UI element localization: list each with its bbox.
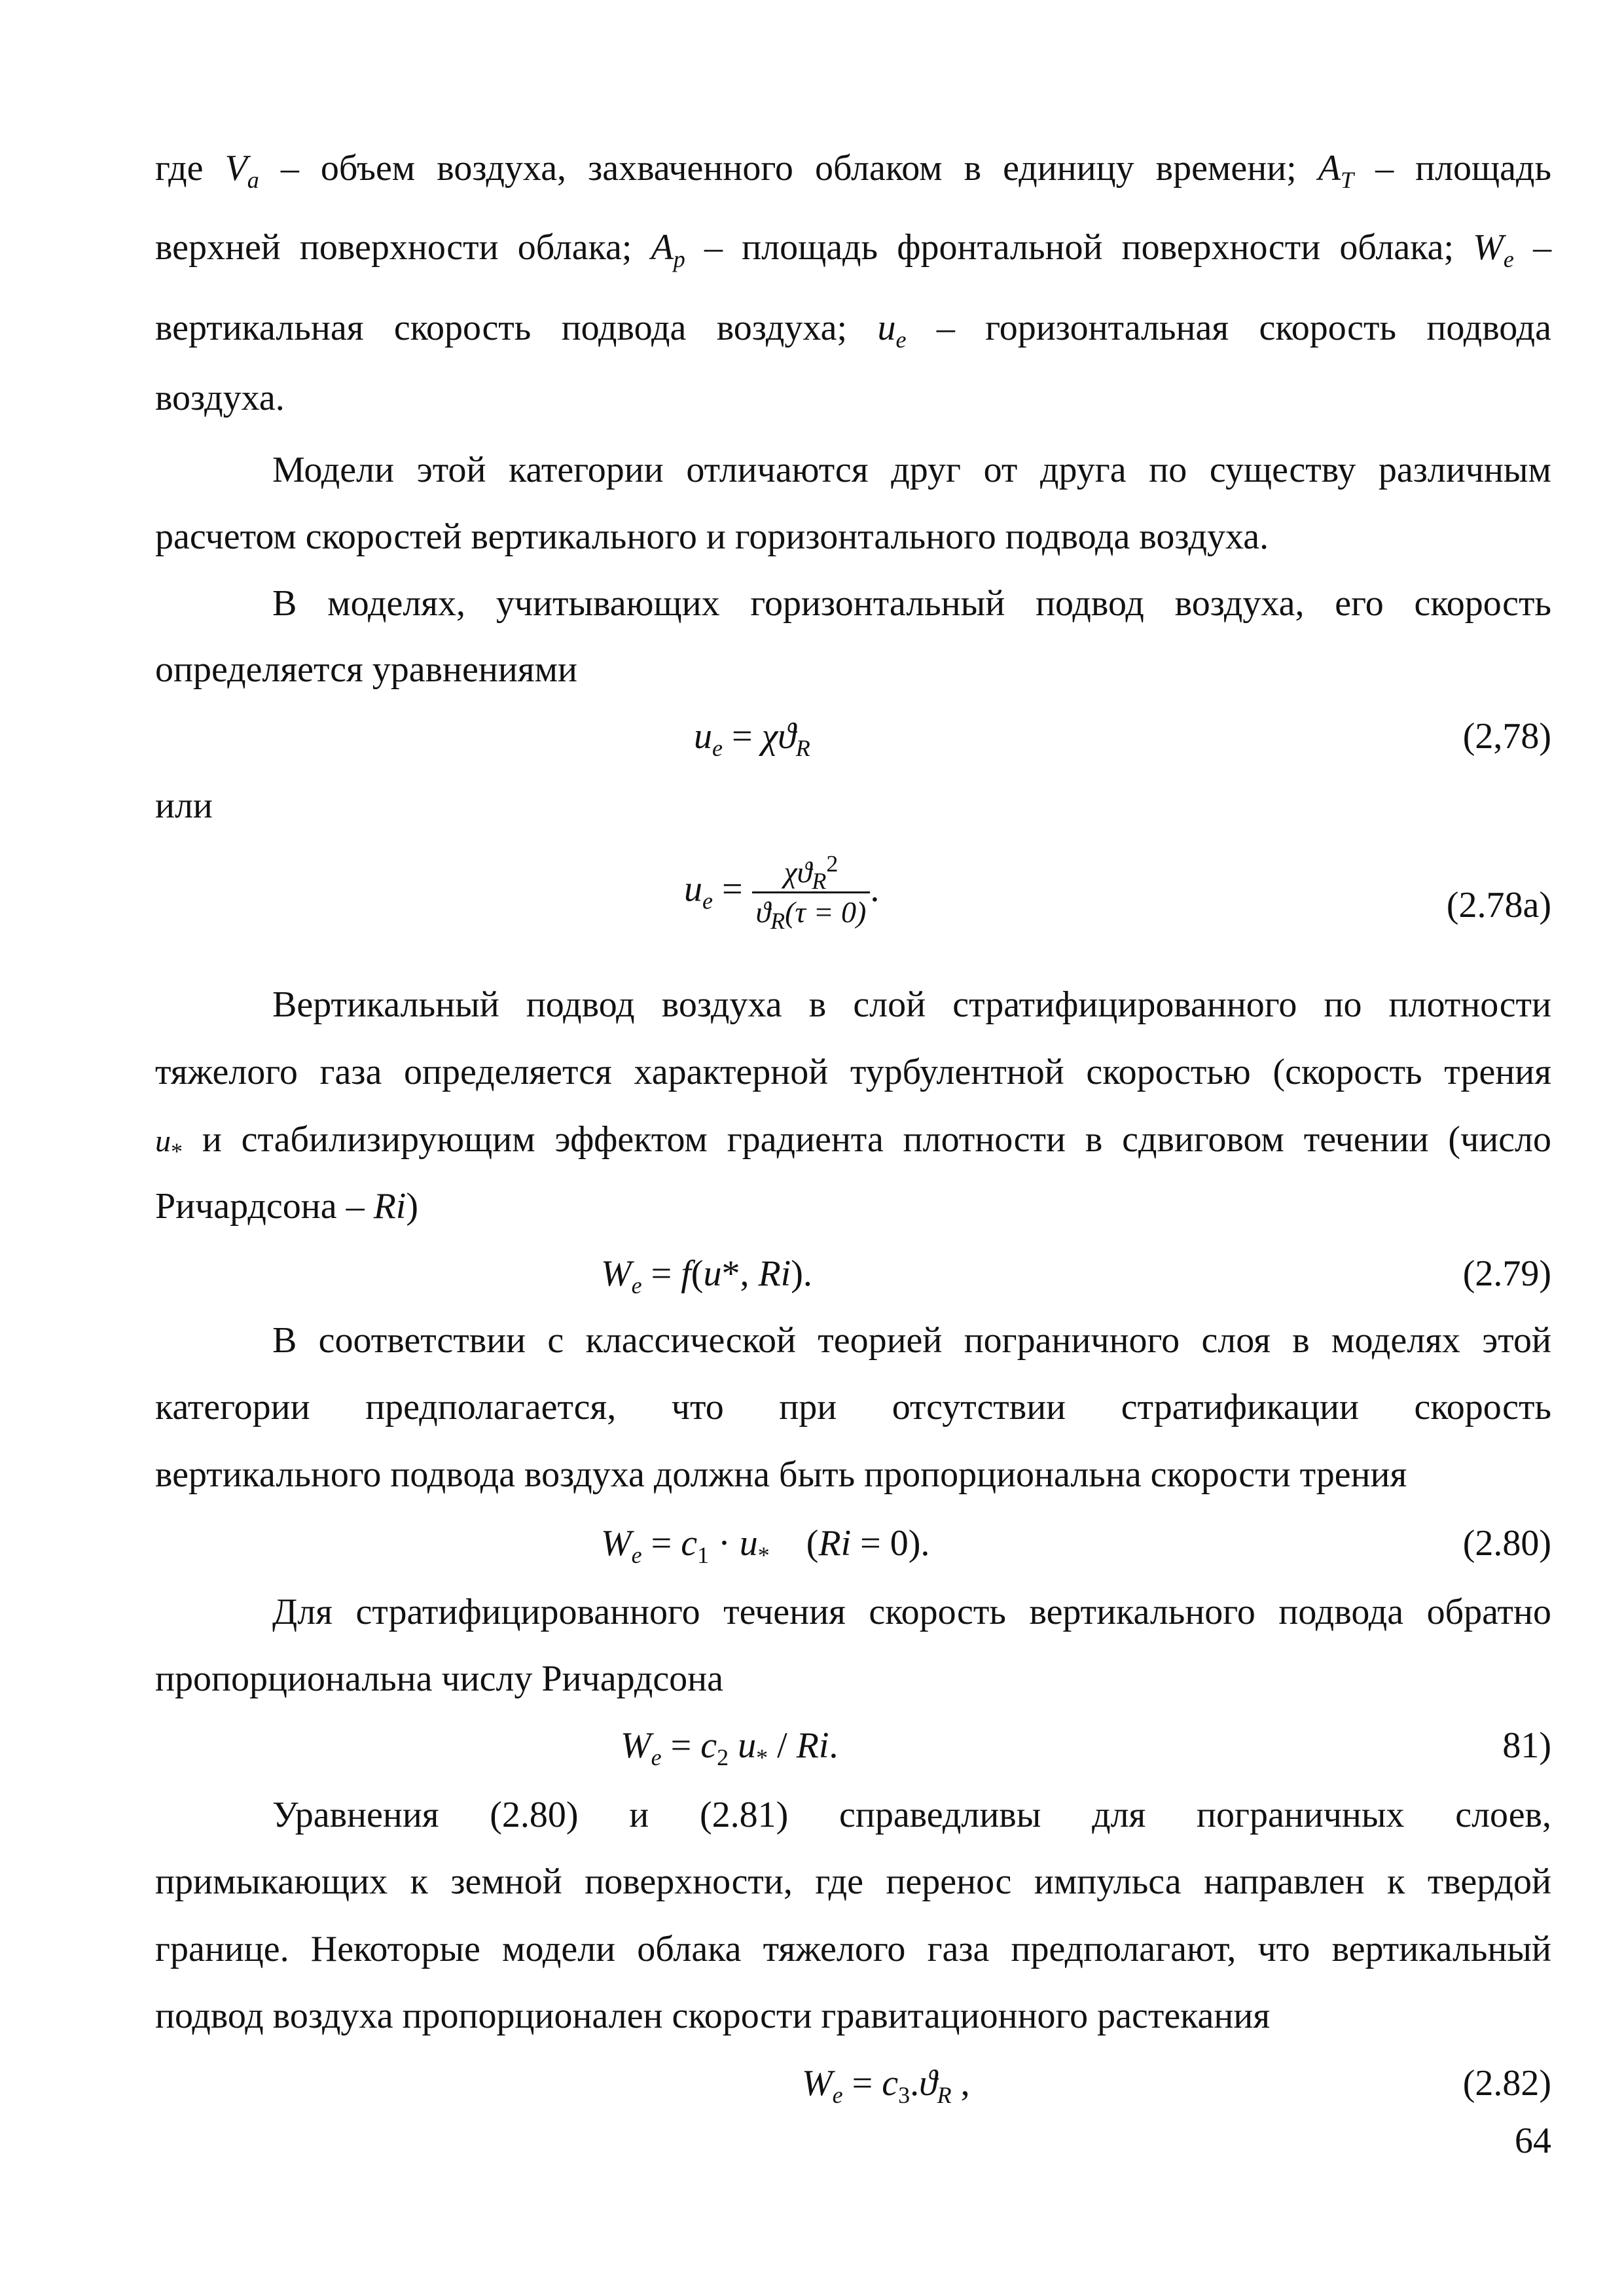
paragraph-3-line-1: В моделях, учитывающих горизонтальный подвод воздуха, его скорость — [272, 583, 1551, 624]
text-fragment: – площадь фронтальной поверхности облака; — [704, 227, 1454, 268]
text-fragment: где — [155, 148, 204, 188]
paragraph-7-line-1: Уравнения (2.80) и (2.81) справедливы для пограничных слоев, — [272, 1795, 1551, 1835]
math-sub: * — [756, 1744, 768, 1771]
math-op: , — [740, 1253, 759, 1294]
math-sub: R — [770, 908, 785, 935]
text-fragment: ) — [406, 1186, 418, 1227]
math-op: ( — [691, 1253, 704, 1294]
paragraph-2-line-2: расчетом скоростей вертикального и горизонтального подвода воздуха. — [155, 516, 1269, 557]
math-var: Ri — [758, 1253, 791, 1294]
math-op: = 0). — [851, 1523, 930, 1564]
math-var: V — [225, 148, 247, 188]
math-sub: e — [832, 2082, 843, 2109]
math-var: Ri — [373, 1186, 406, 1227]
math-var: u — [739, 1523, 758, 1564]
math-op: = — [712, 869, 752, 910]
math-sub: 2 — [717, 1744, 729, 1771]
math-op: = — [661, 1725, 701, 1766]
math-sub: R — [937, 2082, 952, 2109]
equation-number-2-82: (2.82) — [1462, 2063, 1551, 2104]
math-var: W — [601, 1253, 632, 1294]
math-var: u — [703, 1253, 722, 1294]
math-var: A — [1318, 148, 1341, 188]
math-sub: a — [247, 167, 259, 194]
text-fragment: – — [1533, 227, 1552, 268]
math-sub: e — [651, 1744, 662, 1771]
math-var: ϑ — [919, 2063, 937, 2104]
math-sub: R — [795, 735, 810, 762]
paragraph-2-line-1: Модели этой категории отличаются друг от друга по существу различным — [272, 450, 1551, 490]
math-sub: e — [1503, 246, 1514, 273]
paragraph-6-line-1: Для стратифицированного течения скорость вертикального подвода обратно — [272, 1592, 1551, 1632]
math-op: . — [870, 869, 880, 910]
math-var: Ri — [818, 1523, 852, 1564]
math-var: Ri — [796, 1725, 829, 1766]
paragraph-1-line-4: воздуха. — [155, 378, 285, 418]
math-op: . — [829, 1725, 839, 1766]
math-op: * — [721, 1253, 740, 1294]
paragraph-3-line-2: определяется уравнениями — [155, 649, 577, 690]
math-op: ( — [806, 1523, 819, 1564]
math-op: = — [641, 1523, 681, 1564]
math-var: W — [601, 1523, 632, 1564]
math-var: χϑ — [761, 716, 796, 757]
word-or: или — [155, 785, 213, 826]
math-var: u — [877, 308, 896, 348]
paragraph-4-line-1: Вертикальный подвод воздуха в слой стратифицированного по плотности — [272, 984, 1551, 1025]
math-op: · — [709, 1523, 740, 1564]
math-sub: 3 — [898, 2082, 911, 2109]
paragraph-7-line-3: границе. Некоторые модели облака тяжелого газа предполагают, что вертикальный — [155, 1929, 1551, 1969]
math-var: ϑ — [755, 895, 771, 929]
math-op: / — [768, 1725, 797, 1766]
paragraph-4-line-4 — [155, 1183, 1551, 1229]
text-fragment: верхней поверхности облака; — [155, 227, 632, 268]
paragraph-5-line-2: категории предполагается, что при отсутствии стратификации скорость — [155, 1387, 1551, 1427]
math-sub: R — [812, 868, 827, 895]
text-fragment: и стабилизирующим эффектом градиента плотности в сдвиговом течении (число — [202, 1119, 1552, 1160]
equation-2-78a — [684, 850, 880, 935]
math-var: A — [651, 227, 674, 268]
equation-2-80 — [601, 1520, 930, 1569]
math-var: f — [681, 1253, 691, 1294]
math-sub: T — [1341, 167, 1354, 194]
math-var: u — [684, 869, 702, 910]
paragraph-4-line-3 — [155, 1117, 1551, 1164]
paragraph-5-line-1: В соответствии с классической теорией пограничного слоя в моделях этой — [272, 1320, 1551, 1361]
math-sub: e — [712, 735, 723, 762]
paragraph-6-line-2: пропорциональна числу Ричардсона — [155, 1659, 723, 1699]
equation-2-79 — [601, 1251, 812, 1297]
text-fragment: – площадь — [1375, 148, 1552, 188]
paragraph-1-line-2 — [155, 224, 1552, 273]
text-fragment: – объем воздуха, захваченного облаком в единицу времени; — [280, 148, 1297, 188]
math-var: u — [694, 716, 712, 757]
equation-2-82 — [802, 2060, 970, 2109]
paragraph-1-line-3 — [155, 305, 1551, 351]
math-var: u — [738, 1725, 757, 1766]
math-arg: (τ = 0) — [785, 895, 867, 929]
math-var: W — [1473, 227, 1504, 268]
math-op: = — [722, 716, 762, 757]
fraction-denominator — [752, 893, 871, 935]
math-sub: e — [702, 888, 713, 914]
math-var: c — [882, 2063, 899, 2104]
math-sub: p — [673, 246, 685, 273]
page-number: 64 — [1515, 2121, 1551, 2161]
paragraph-1-line-1 — [155, 145, 1552, 194]
math-op: . — [910, 2063, 920, 2104]
equation-2-78 — [694, 713, 810, 762]
math-var: u — [155, 1124, 171, 1158]
math-var: W — [802, 2063, 833, 2104]
equation-number-2-78: (2,78) — [1462, 716, 1551, 757]
math-sub: * — [757, 1542, 770, 1569]
text-fragment: Ричардсона – — [155, 1186, 365, 1227]
math-sub: e — [895, 327, 907, 353]
math-op: , — [951, 2063, 970, 2104]
math-var: c — [700, 1725, 717, 1766]
equation-number-2-78a: (2.78a) — [1446, 885, 1551, 925]
fraction-numerator — [752, 850, 871, 895]
paragraph-4-line-2: тяжелого газа определяется характерной турбулентной скоростью (скорость трения — [155, 1052, 1551, 1092]
text-fragment: – горизонтальная скорость подвода — [936, 308, 1552, 348]
math-sub: e — [631, 1272, 642, 1299]
math-var: χϑ — [784, 855, 812, 889]
math-op: = — [842, 2063, 882, 2104]
fraction — [752, 850, 871, 935]
math-var: W — [621, 1725, 651, 1766]
math-op: ). — [791, 1253, 812, 1294]
math-op: = — [641, 1253, 681, 1294]
math-sup: 2 — [826, 850, 839, 877]
equation-number-2-79: (2.79) — [1462, 1253, 1551, 1294]
paragraph-7-line-2: примыкающих к земной поверхности, где перенос импульса направлен к твердой — [155, 1861, 1551, 1902]
equation-2-81 — [621, 1723, 839, 1771]
math-var: c — [681, 1523, 698, 1564]
math-sub: * — [171, 1138, 183, 1165]
paragraph-5-line-3: вертикального подвода воздуха должна быть пропорциональна скорости трения — [155, 1454, 1407, 1495]
math-sub: 1 — [697, 1542, 710, 1569]
math-sub: e — [631, 1542, 642, 1569]
paragraph-7-line-4: подвод воздуха пропорционален скорости гравитационного растекания — [155, 1996, 1271, 2036]
equation-number-2-80: (2.80) — [1462, 1523, 1551, 1564]
equation-number-2-81: 81) — [1502, 1725, 1551, 1766]
text-fragment: вертикальная скорость подвода воздуха; — [155, 308, 848, 348]
